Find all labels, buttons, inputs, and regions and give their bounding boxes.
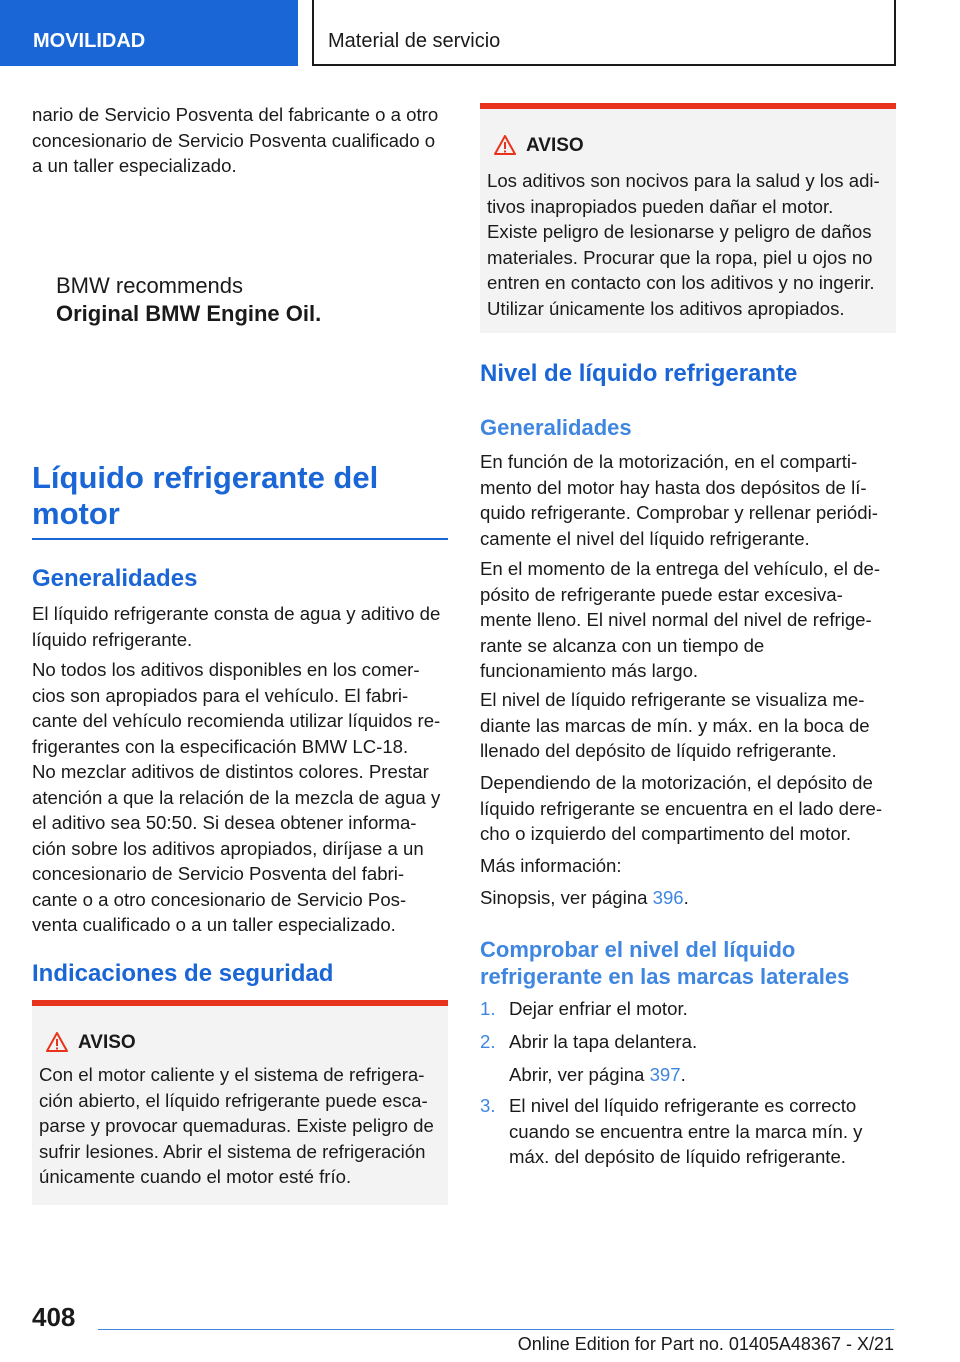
text-line: Utilizar únicamente los aditivos apropiados. <box>487 297 845 319</box>
warning-triangle-icon <box>494 135 516 155</box>
step-text <box>509 1029 697 1055</box>
text-line: concesionario de Servicio Posventa del fabri- <box>32 863 405 884</box>
text-line: camente el nivel del líquido refrigerante. <box>480 527 810 549</box>
text-line: nario de Servicio Posventa del fabricante o a otro <box>32 104 439 125</box>
paragraph <box>480 556 880 684</box>
paragraph <box>480 687 870 764</box>
notice-label: AVISO <box>78 1032 136 1053</box>
paragraph <box>32 657 440 938</box>
text-line: cho o izquierdo del compartimento del motor. <box>480 823 852 844</box>
text-line: entren en contacto con los aditivos y no ingerir. <box>487 272 875 293</box>
warning-notice <box>32 1000 448 1205</box>
text-line: diante las marcas de mín. y máx. en la boca de <box>480 714 870 736</box>
text-line: concesionario de Servicio Posventa cualificado o <box>32 129 436 151</box>
text-line: frigerantes con la especificación BMW LC-18. <box>32 735 409 757</box>
paragraph <box>480 770 882 847</box>
text-line: No todos los aditivos disponibles en los comer- <box>32 659 420 680</box>
text-line: cios son apropiados para el vehículo. El fabri- <box>32 684 409 706</box>
text-line: venta cualificado o a un taller especializado. <box>32 914 396 935</box>
promo-line-bold: Original BMW Engine Oil. <box>56 301 322 326</box>
text-line: cante del vehículo recomienda utilizar líquidos re- <box>32 710 441 731</box>
section-heading <box>32 460 448 532</box>
text-line: En función de la motorización, en el comparti- <box>480 451 858 472</box>
more-info-label: Más información: <box>480 855 622 876</box>
notice-text <box>487 168 880 321</box>
text-line: mente lleno. El nivel normal del nivel de refrige- <box>480 609 872 630</box>
text-line: líquido refrigerante se encuentra en el lado dere- <box>480 797 883 819</box>
edition-footer: Online Edition for Part no. 01405A48367 - X/21 <box>517 1334 894 1354</box>
warning-notice <box>480 103 896 333</box>
reference-text: Sinopsis, ver página <box>480 887 653 908</box>
subheading-safety: Indicaciones de seguridad <box>32 960 334 987</box>
text-line: llenado del depósito de líquido refrigerante. <box>480 740 837 761</box>
subheading-general: Generalidades <box>32 565 198 592</box>
promo-line: BMW recommends <box>56 273 244 298</box>
reference-text: . <box>683 887 689 908</box>
warning-triangle-icon <box>46 1032 68 1052</box>
paragraph <box>32 601 440 652</box>
heading-line: Líquido refrigerante del <box>32 460 379 495</box>
step-text <box>509 996 688 1022</box>
text-line: Existe peligro de lesionarse y peligro de daños <box>487 221 872 242</box>
notice-label: AVISO <box>526 135 584 156</box>
text-line: Dejar enfriar el motor. <box>509 998 688 1019</box>
text-line: únicamente cuando el motor esté frío. <box>39 1166 352 1187</box>
text-line: tivos inapropiados pueden dañar el motor. <box>487 195 834 217</box>
bmw-oil-promo <box>56 272 321 328</box>
text-line: materiales. Procurar que la ropa, piel u ojos no <box>487 246 873 268</box>
open-reference <box>509 1062 686 1088</box>
subheading-coolant-level: Nivel de líquido refrigerante <box>480 360 798 387</box>
text-line: quido refrigerante. Comprobar y rellenar periódi- <box>480 502 878 523</box>
notice-text <box>39 1062 434 1190</box>
paragraph <box>480 449 878 551</box>
text-line: Los aditivos son nocivos para la salud y los adi- <box>487 170 880 191</box>
page-number: 408 <box>32 1302 76 1332</box>
heading-line: refrigerante en las marcas laterales <box>480 964 850 989</box>
page-link-397[interactable]: 397 <box>649 1064 681 1085</box>
synopsis-reference <box>480 885 689 911</box>
text-line: máx. del depósito de líquido refrigerante. <box>509 1146 846 1167</box>
text-line: a un taller especializado. <box>32 155 237 176</box>
chapter-title: Material de servicio <box>328 30 501 52</box>
reference-text: . <box>680 1064 686 1085</box>
text-line: funcionamiento más largo. <box>480 660 699 681</box>
section-tab <box>0 0 298 66</box>
text-line: Con el motor caliente y el sistema de refrigera- <box>39 1064 425 1085</box>
text-line: líquido refrigerante. <box>32 628 193 650</box>
heading-line: Comprobar el nivel del líquido <box>480 937 796 962</box>
text-line: El líquido refrigerante consta de agua y aditivo de <box>32 603 441 624</box>
text-line: rante se alcanza con un tiempo de <box>480 634 765 656</box>
text-line: atención a que la relación de la mezcla de agua y <box>32 786 441 808</box>
text-line: ción abierto, el líquido refrigerante puede esca- <box>39 1089 428 1111</box>
subheading-general: Generalidades <box>480 415 632 440</box>
text-line: cante o a otro concesionario de Servicio Pos- <box>32 888 407 910</box>
text-line: mento del motor hay hasta dos depósitos de lí- <box>480 476 867 498</box>
text-line: En el momento de la entrega del vehículo, el de- <box>480 558 881 579</box>
footer-rule <box>98 1329 894 1330</box>
step-number: 1. <box>480 998 496 1019</box>
section-label: MOVILIDAD <box>33 30 146 52</box>
text-line: El nivel del líquido refrigerante es correcto <box>509 1095 857 1116</box>
intro-paragraph <box>32 102 438 179</box>
text-line: No mezclar aditivos de distintos colores. Prestar <box>32 761 429 782</box>
heading-line: motor <box>32 496 120 531</box>
text-line: parse y provocar quemaduras. Existe peligro de <box>39 1115 434 1136</box>
reference-text: Abrir, ver página <box>509 1064 650 1085</box>
chapter-title-box <box>312 0 896 66</box>
text-line: sufrir lesiones. Abrir el sistema de refrigeración <box>39 1140 426 1162</box>
subheading-check-level <box>480 936 849 990</box>
step-text <box>509 1093 862 1170</box>
heading-rule <box>32 538 448 540</box>
text-line: ción sobre los aditivos apropiados, diríjase a un <box>32 837 424 859</box>
page-link-396[interactable]: 396 <box>652 887 684 908</box>
step-number: 2. <box>480 1031 496 1052</box>
step-number: 3. <box>480 1095 496 1116</box>
text-line: el aditivo sea 50:50. Si desea obtener informa- <box>32 812 417 833</box>
text-line: Abrir la tapa delantera. <box>509 1031 698 1052</box>
text-line: pósito de refrigerante puede estar excesiva- <box>480 583 843 605</box>
text-line: cuando se encuentra entre la marca mín. y <box>509 1120 863 1142</box>
text-line: El nivel de líquido refrigerante se visualiza me- <box>480 689 865 710</box>
text-line: Dependiendo de la motorización, el depósito de <box>480 772 873 793</box>
